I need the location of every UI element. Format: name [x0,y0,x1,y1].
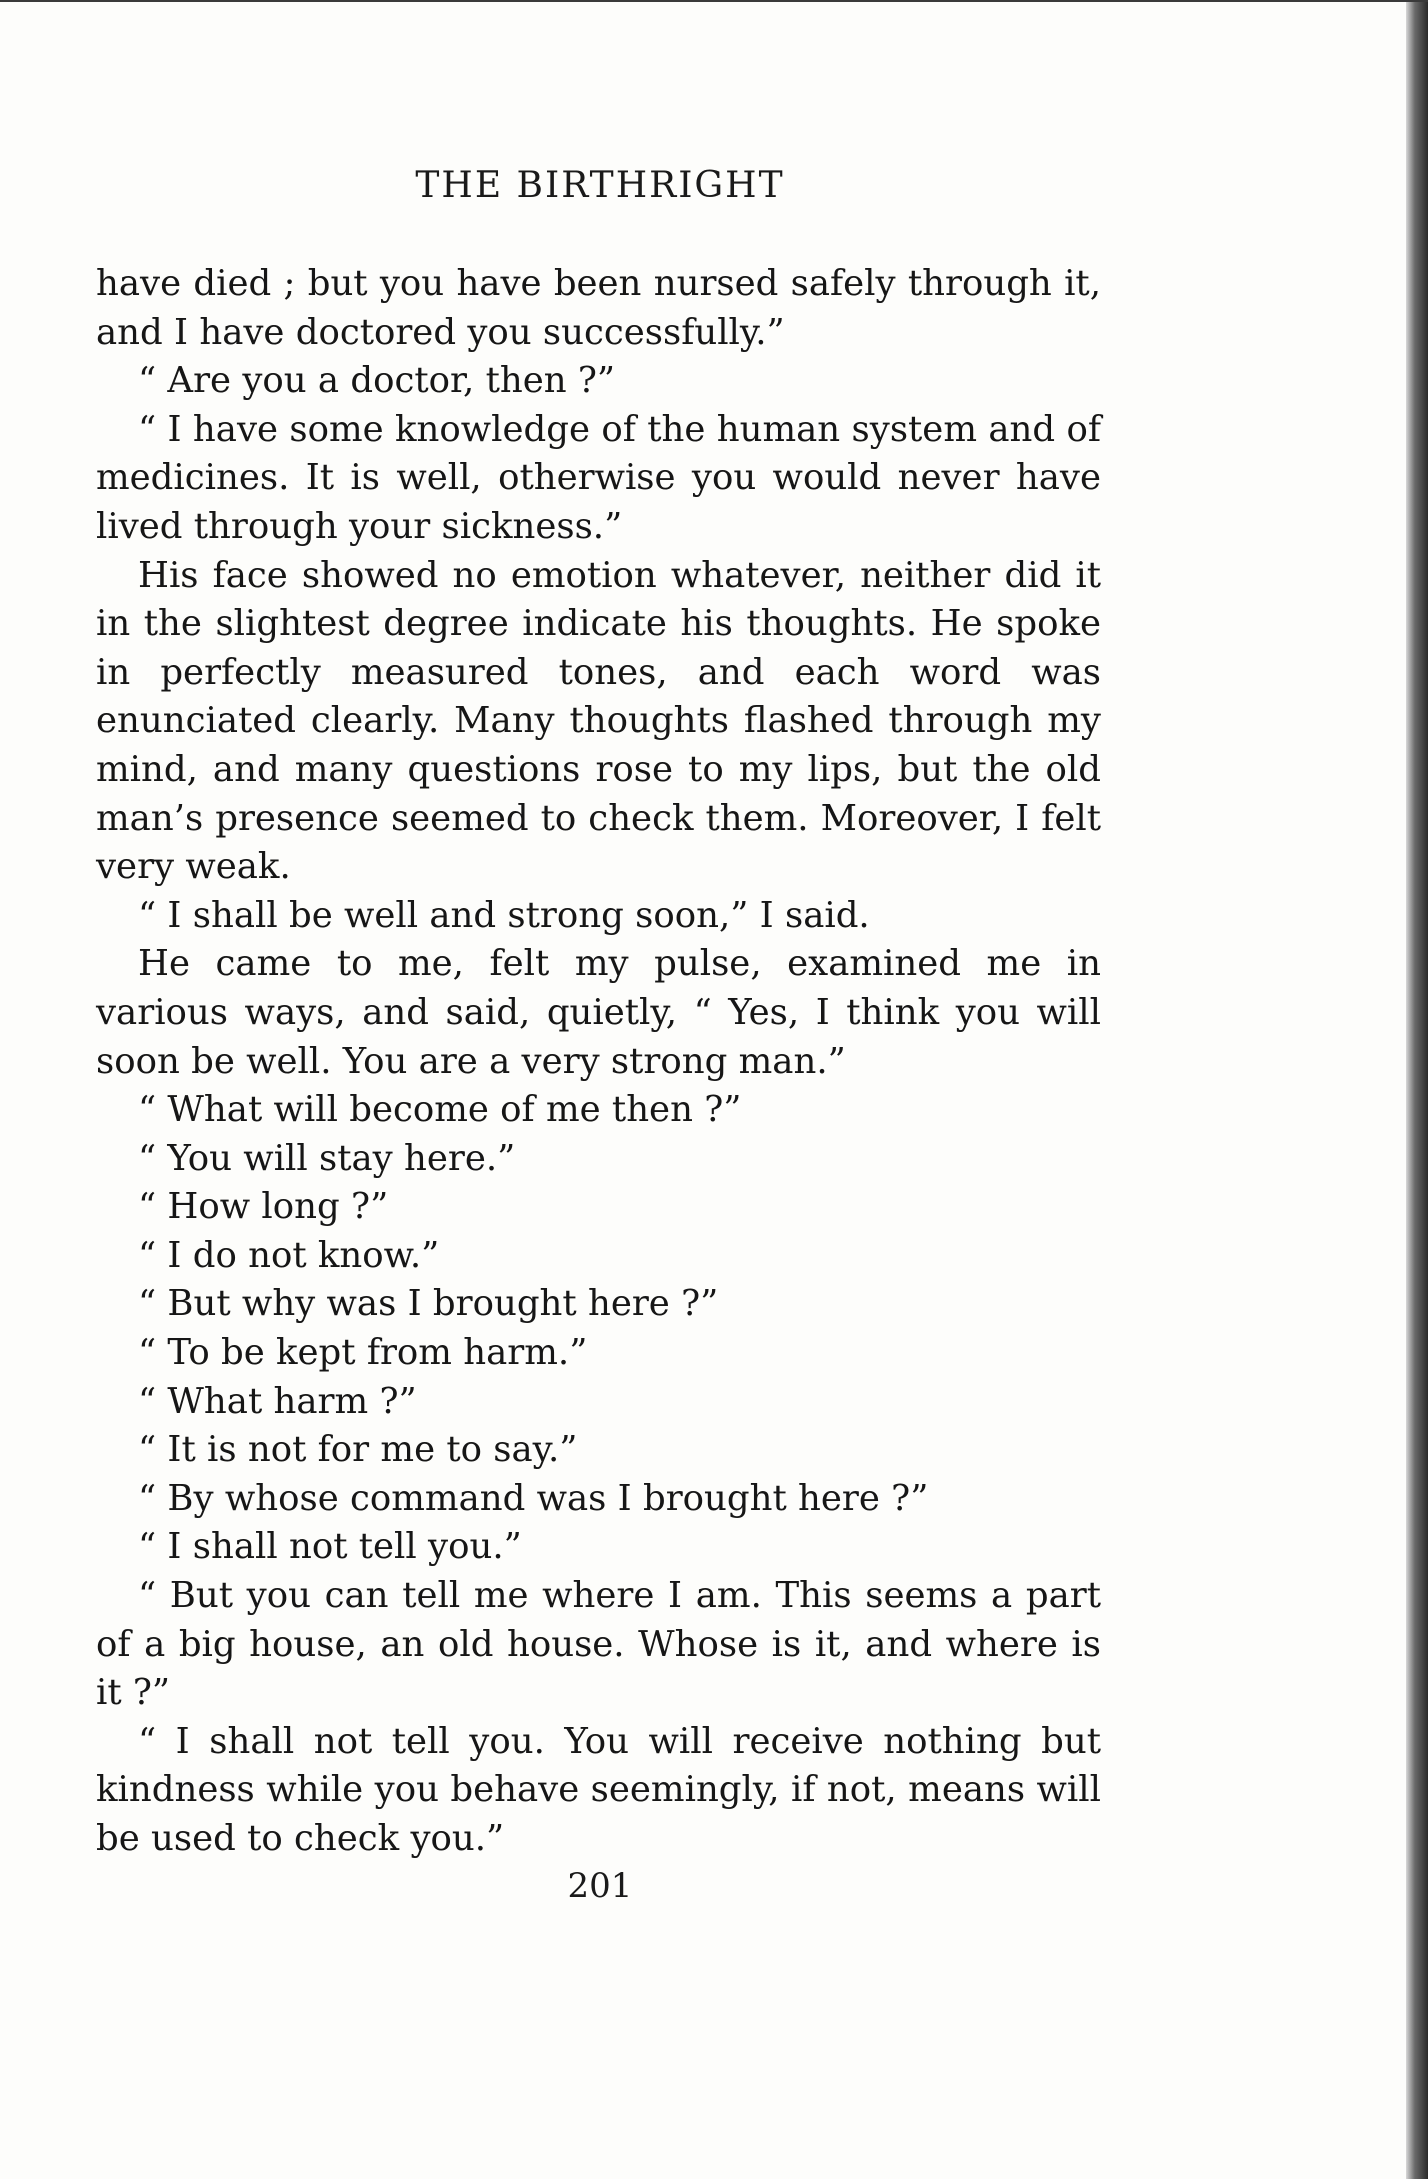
paragraph: His face showed no emotion whatever, neither did it in the slightest degree indicate his thoughts. He spoke in perfectly measured tones, and each word was enunciated clearly. Many thoughts flashed through my mind, and many questions rose to my lips, but the old man’s presence seemed to check them. Moreover, I felt very weak. [96,554,1101,888]
paragraph: “ By whose command was I brought here ?” [138,1477,929,1519]
paragraph: He came to me, felt my pulse, examined me in various ways, and said, quietly, “ Yes, I think you will soon be well. You are a very strong man.” [96,943,1101,1082]
paragraph: “ Are you a doctor, then ?” [138,360,616,402]
paragraph: “ I have some knowledge of the human system and of medicines. It is well, otherwise you would never have lived through your sickness.” [96,408,1101,547]
running-head: THE BIRTHRIGHT [415,165,785,206]
page-number: 201 [567,1866,633,1906]
paragraph: “ It is not for me to say.” [138,1429,578,1471]
paragraph: “ But you can tell me where I am. This seems a part of a big house, an old house. Whose is it, and where is it ?” [96,1575,1101,1714]
paragraph: “ What harm ?” [138,1380,417,1422]
body-text [96,260,1101,1864]
paragraph: “ I shall not tell you. You will receive nothing but kindness while you behave seemingly, if not, means will be used to check you.” [96,1720,1101,1859]
paragraph: “ I shall not tell you.” [138,1526,522,1568]
paragraph: “ I shall be well and strong soon,” I said. [138,894,870,936]
paragraph: “ You will stay here.” [138,1137,516,1179]
paragraph: have died ; but you have been nursed safely through it, and I have doctored you successfully.” [96,263,1101,353]
page-edge-shadow [1406,2,1428,2179]
paragraph: “ To be kept from harm.” [138,1332,588,1374]
paragraph: “ But why was I brought here ?” [138,1283,719,1325]
paragraph: “ I do not know.” [138,1234,440,1276]
paragraph: “ What will become of me then ?” [138,1089,742,1131]
paragraph: “ How long ?” [138,1186,389,1228]
